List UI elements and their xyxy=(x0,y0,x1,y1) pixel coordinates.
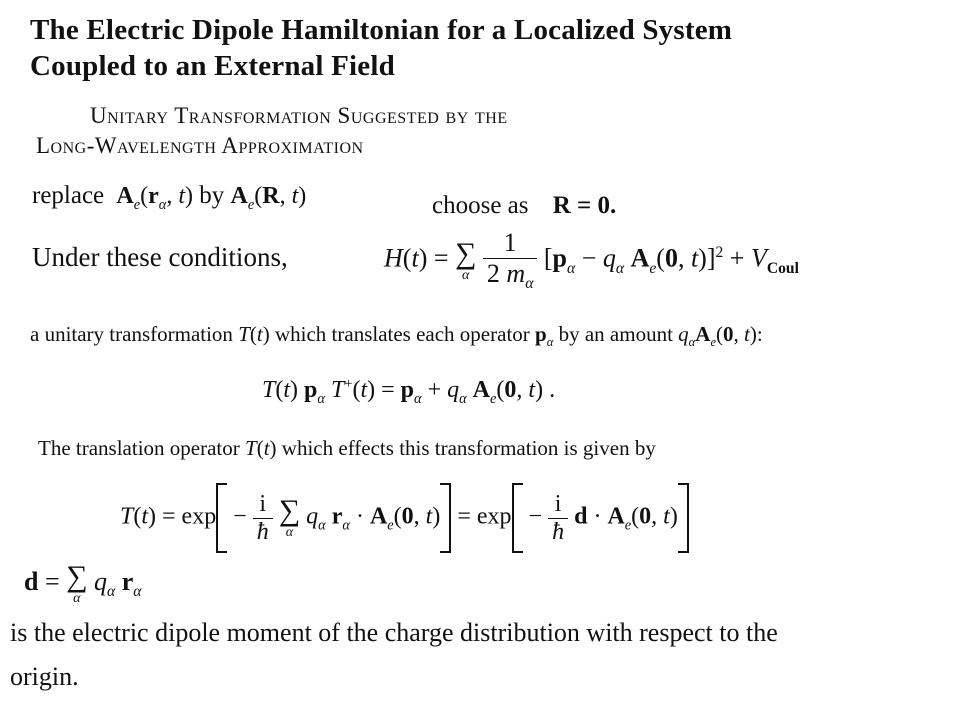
conditions-label: Under these conditions, xyxy=(32,242,288,272)
subtitle-line-1: Unitary Transformation Suggested by the xyxy=(90,103,508,128)
dipole-text-line-1: is the electric dipole moment of the charge distribution with respect to the xyxy=(10,618,778,647)
vector-potential-at-R: $A_e(R$, t) xyxy=(230,183,307,213)
title-line-2: Coupled to an External Field xyxy=(30,50,395,82)
vector-potential-at-particle: $A_e(r_\alpha$, t) xyxy=(116,183,194,213)
by-word: by xyxy=(199,182,225,209)
sum-symbol-2: ∑ α xyxy=(278,494,301,540)
title-line-1: The Electric Dipole Hamiltonian for a Localized System xyxy=(30,14,733,46)
fraction-i-over-hbar-2: $\frac{i}{ħ}$ xyxy=(548,491,568,545)
R-equals-zero: R = 0. xyxy=(552,192,617,219)
left-bracket xyxy=(216,483,227,553)
unitary-transformation-text: a unitary transformation T(t) which translates each operator $p_\alpha$ by an amount $q_\alpha A_e(0$, t): xyxy=(30,322,763,350)
fraction-i-over-hbar: $\frac{i}{ħ}$ xyxy=(253,491,273,545)
replace-word: replace xyxy=(32,182,105,209)
sum-symbol: ∑ α xyxy=(455,236,477,283)
choose-word: choose as xyxy=(432,192,529,219)
right-bracket-2 xyxy=(678,483,689,553)
exponential-equation: T(t) = exp − $\frac{i}{ħ}$ ∑ α $q_\alpha$ $r_\alpha \cdot A_e(0$, t) = exp − $\frac{i}{ħ}$ $d \cdot A_e(0$, t) xyxy=(120,483,689,558)
left-bracket-2 xyxy=(512,483,523,553)
subtitle-line-2: Long-Wavelength Approximation xyxy=(36,133,364,158)
fraction-1-over-2m: $\frac{1}{2 m_\alpha}$ xyxy=(483,228,537,293)
replace-line xyxy=(32,182,306,214)
choose-line xyxy=(432,192,616,220)
dipole-text-line-2: origin. xyxy=(10,662,79,691)
translation-operator-text: The translation operator T(t) which effects this transformation is given by xyxy=(38,436,656,460)
sum-symbol-3: ∑ α xyxy=(66,560,88,606)
translation-equation: T(t) $p_\alpha$ $T^+(t) = p_\alpha + q_\alpha$ $A_e(0$, t) . xyxy=(262,376,556,407)
dipole-definition: d = ∑ α $q_\alpha$ $r_\alpha$ xyxy=(24,560,142,606)
hamiltonian-equation: H(t) = ∑ α $\frac{1}{2 m_\alpha}$ [$p_\alpha - q_\alpha$ $A_e(0$, $t)]^2 + V_{Coul}$ xyxy=(384,228,799,293)
right-bracket xyxy=(440,483,451,553)
